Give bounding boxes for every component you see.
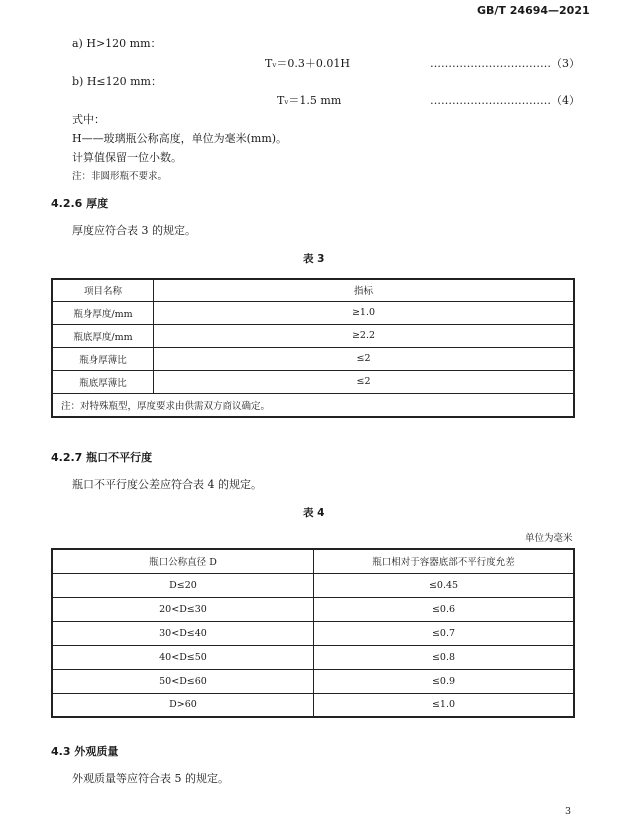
table-row [52, 573, 574, 597]
table-row [52, 693, 574, 717]
case-a-equation-number: ……………………………（3） [430, 57, 580, 70]
section-4-3-body: 外观质量等应符合表 5 的规定。 [72, 772, 229, 785]
table-3-header-row [52, 279, 574, 301]
table-3-cell: ≥2.2 [154, 324, 575, 347]
table-3-cell: 瓶底厚度/mm [52, 324, 154, 347]
where-label: 式中： [72, 113, 105, 126]
table-row [52, 669, 574, 693]
table-3-header-cell: 指标 [154, 279, 575, 301]
table-row [52, 645, 574, 669]
table-4-unit: 单位为毫米 [525, 533, 573, 544]
table-3-cell: ≤2 [154, 370, 575, 393]
table-4-cell: D>60 [52, 693, 314, 717]
table-4-cell: 30<D≤40 [52, 621, 314, 645]
table-3-cell: 瓶身厚薄比 [52, 347, 154, 370]
table-4-cell: ≤0.45 [314, 573, 575, 597]
table-4-cell: 50<D≤60 [52, 669, 314, 693]
variable-h-definition: H——玻璃瓶公称高度，单位为毫米(mm)。 [72, 132, 288, 145]
table-3-cell: 瓶底厚薄比 [52, 370, 154, 393]
table-3-header-cell: 项目名称 [52, 279, 154, 301]
table-3-note: 注：对特殊瓶型，厚度要求由供需双方商议确定。 [52, 393, 574, 417]
table-4-cell: 20<D≤30 [52, 597, 314, 621]
table-row [52, 301, 574, 324]
table-4-cell: ≤0.9 [314, 669, 575, 693]
table-4-header-cell: 瓶口公称直径 D [52, 549, 314, 573]
table-4-header-cell: 瓶口相对于容器底部不平行度允差 [314, 549, 575, 573]
section-4-2-6-body: 厚度应符合表 3 的规定。 [72, 224, 196, 237]
section-4-2-6-heading: 4.2.6 厚度 [51, 197, 109, 210]
table-3-caption: 表 3 [303, 253, 325, 265]
case-b-label: b) H≤120 mm： [72, 75, 162, 88]
table-4 [51, 548, 575, 718]
section-4-2-7-body: 瓶口不平行度公差应符合表 4 的规定。 [72, 478, 262, 491]
formula-note: 注：非圆形瓶不要求。 [72, 171, 168, 182]
page-number: 3 [565, 806, 572, 817]
table-row [52, 621, 574, 645]
section-4-3-heading: 4.3 外观质量 [51, 745, 119, 758]
table-4-caption: 表 4 [303, 507, 325, 519]
case-a-formula: Tᵥ＝0.3＋0.01H [265, 57, 351, 70]
table-4-cell: ≤1.0 [314, 693, 575, 717]
case-a-label: a) H>120 mm： [72, 37, 162, 50]
table-3 [51, 278, 575, 418]
table-4-cell: ≤0.8 [314, 645, 575, 669]
precision-text: 计算值保留一位小数。 [72, 151, 182, 164]
table-4-cell: ≤0.7 [314, 621, 575, 645]
case-b-equation-number: ……………………………（4） [430, 94, 580, 107]
table-3-note-row [52, 393, 574, 417]
table-4-cell: D≤20 [52, 573, 314, 597]
table-4-cell: 40<D≤50 [52, 645, 314, 669]
table-3-cell: ≤2 [154, 347, 575, 370]
table-row [52, 324, 574, 347]
section-4-2-7-heading: 4.2.7 瓶口不平行度 [51, 451, 153, 464]
table-row [52, 347, 574, 370]
standard-number: GB/T 24694—2021 [477, 4, 590, 17]
table-3-cell: 瓶身厚度/mm [52, 301, 154, 324]
table-3-cell: ≥1.0 [154, 301, 575, 324]
table-4-header-row [52, 549, 574, 573]
table-row [52, 597, 574, 621]
table-4-cell: ≤0.6 [314, 597, 575, 621]
table-row [52, 370, 574, 393]
case-b-formula: Tᵥ＝1.5 mm [277, 94, 342, 107]
